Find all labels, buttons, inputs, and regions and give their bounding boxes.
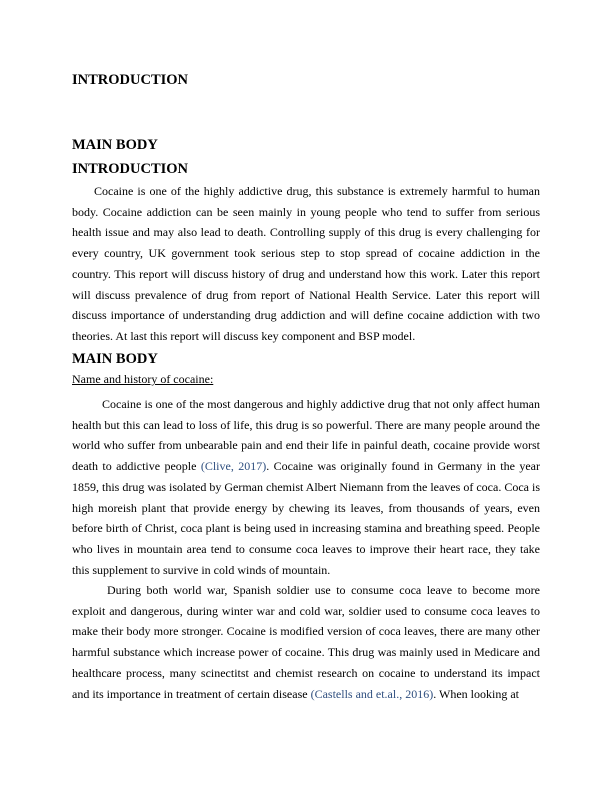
heading-main-body-2: MAIN BODY [72, 351, 158, 367]
citation-castells: (Castells and et.al., 2016) [310, 686, 434, 701]
paragraph-history [72, 394, 540, 580]
paragraph-world-war [72, 580, 540, 704]
paragraph-world-war-text-2: . When looking at [433, 686, 519, 701]
heading-main-body: MAIN BODY [72, 137, 158, 153]
paragraph-history-text-1: Cocaine is one of the most dangerous and highly addictive drug that not only affect human health but this can lead to loss of life, this drug is so powerful. There are many people around the world who suffer from unbearable pain and end their life in painful death, cocaine provide worst death to addictive people [72, 397, 540, 474]
citation-clive: (Clive, 2017) [200, 459, 267, 474]
intro-paragraph: Cocaine is one of the highly addictive drug, this substance is extremely harmful to human body. Cocaine addiction can be seen mainly in young people who tend to suffer from serious health issue and may also lead to death. Controlling supply of this drug is every challenging for every country, UK government took serious step to stop spread of cocaine addiction in the country. This report will discuss history of drug and understand how this work. Later this report will discuss prevalence of drug from report of National Health Service. Later this report will discuss importance of understanding drug addiction and will define cocaine addiction with two theories. At last this report will discuss key component and BSP model. [72, 184, 540, 343]
subheading-name-history: Name and history of cocaine: [72, 372, 214, 386]
paragraph-history-text-2: . Cocaine was originally found in Germany in the year 1859, this drug was isolated by German chemist Albert Niemann from the leaves of coca. Coca is high moreish plant that provide energy by chewing its leaves, from thousands of years, even before birth of Christ, coca plant is being used in increasing stamina and breathing speed. People who lives in mountain area tend to consume coca leaves to improve their heart race, they take this supplement to survive in cold winds of mountain. [72, 459, 540, 577]
heading-introduction-top: INTRODUCTION [72, 72, 189, 88]
paragraph-world-war-text-1: During both world war, Spanish soldier use to consume coca leave to become more exploit and dangerous, during winter war and cold war, soldier used to consume coca leaves to make their body more stronger. Cocaine is modified version of coca leaves, there are many other harmful substance which increase power of cocaine. This drug was mainly used in Medicare and healthcare process, many scinectitst and chemist research on cocaine to understand its impact and its importance in treatment of certain disease [72, 583, 540, 701]
heading-introduction: INTRODUCTION [72, 161, 189, 177]
